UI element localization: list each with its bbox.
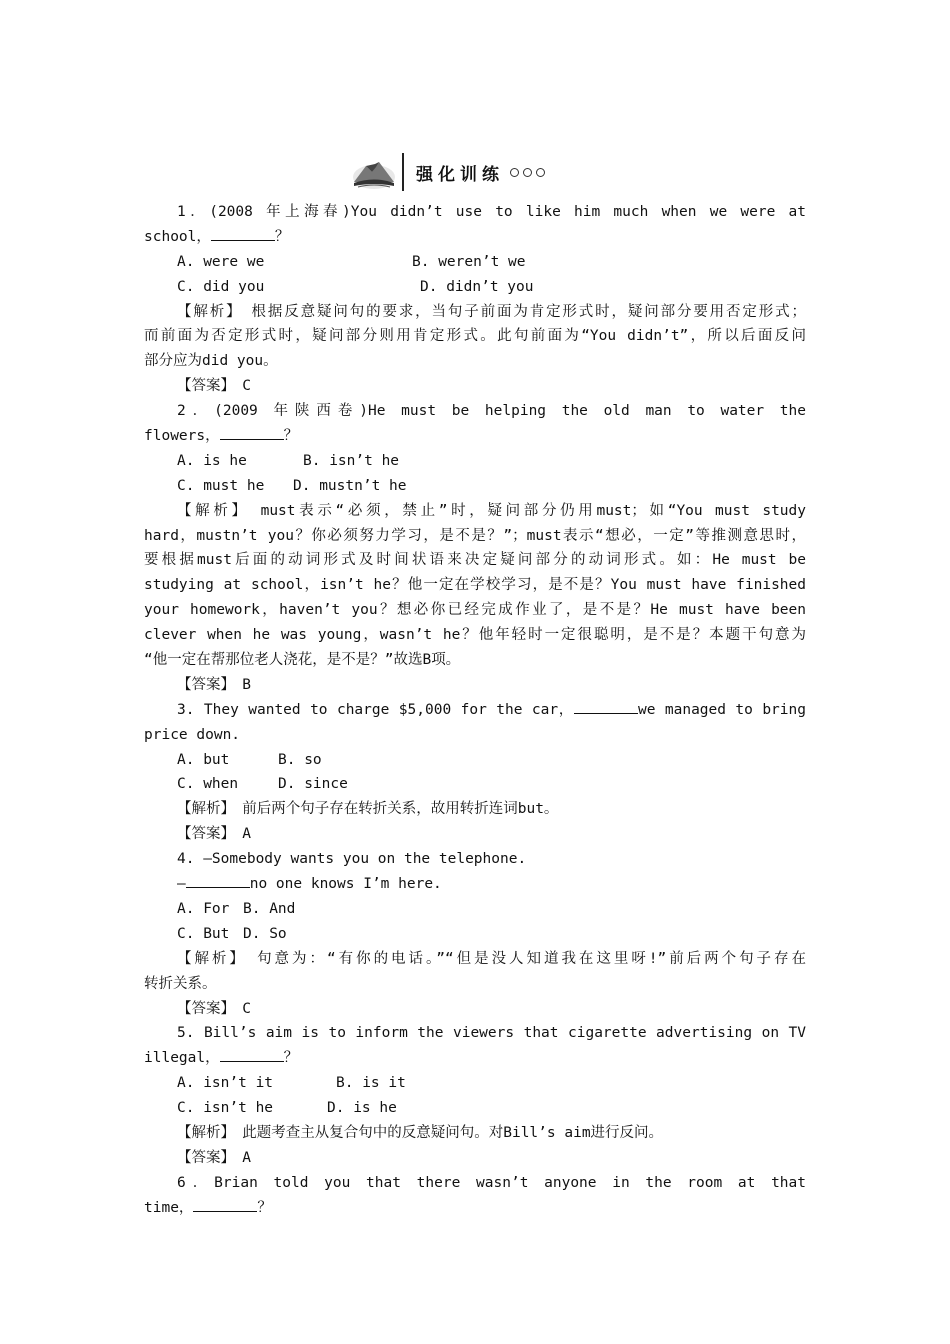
question-5-stem: 5. Bill’s aim is to inform the viewers that cigarette advertising on TV <box>177 1025 806 1042</box>
option-b: B. And <box>243 900 296 917</box>
option-b: B. weren’t we <box>412 253 526 270</box>
question-3-options-cd <box>144 772 806 797</box>
option-a: A. is he <box>177 452 247 469</box>
option-d: D. So <box>243 925 287 942</box>
question-1-analysis-end: 部分应为did you。 <box>144 353 278 370</box>
question-4-options-cd <box>144 922 806 947</box>
question-3-stem-cont: price down. <box>144 726 241 743</box>
question-1-answer: 【答案】 C <box>177 378 251 395</box>
question-3-answer: 【答案】 A <box>177 826 251 843</box>
question-4-stem: 4. —Somebody wants you on the telephone. <box>177 851 527 868</box>
option-c: C. must he <box>177 477 265 494</box>
question-4-stem-cont: — no one knows I’m here. <box>144 872 806 897</box>
question-2-stem: 2．(2009 年陕西卷)He must be helping the old man to water the <box>177 403 806 420</box>
question-6-stem: 6．Brian told you that there wasn’t anyone in the room at that <box>177 1174 806 1191</box>
question-2-answer: 【答案】 B <box>177 676 251 693</box>
option-d: D. is he <box>327 1100 397 1117</box>
answer-blank <box>574 699 638 714</box>
option-c: C. But <box>177 925 230 942</box>
question-1-analysis: 【解析】 根据反意疑问句的要求，当句子前面为肯定形式时，疑问部分要用否定形式； <box>177 303 806 320</box>
option-a: A. isn’t it <box>177 1075 274 1092</box>
question-1-analysis-cont: 而前面为否定形式时，疑问部分则用肯定形式。此句前面为“You didn’t”，所以后面反问 <box>144 328 806 345</box>
question-1-stem-cont: school， ？ <box>144 225 806 250</box>
mountain-logo-icon <box>352 152 396 192</box>
question-3-analysis: 【解析】 前后两个句子存在转折关系，故用转折连词but。 <box>177 801 559 818</box>
option-d: D. mustn’t he <box>293 477 407 494</box>
question-3-stem: 3. They wanted to charge $5,000 for the car， we managed to bring <box>144 698 806 723</box>
question-2-options-cd <box>144 474 806 499</box>
option-d: D. didn’t you <box>420 278 534 295</box>
question-4-options-ab <box>144 897 806 922</box>
option-c: C. isn’t he <box>177 1100 274 1117</box>
section-header <box>352 150 545 194</box>
question-2-options-ab <box>144 449 806 474</box>
question-2-analysis-cont: your homework，haven’t you？想必你已经完成作业了，是不是？He must have been <box>144 602 806 619</box>
question-2-analysis: 【解析】 must表示“必须，禁止”时，疑问部分仍用must；如“You must study <box>177 502 806 519</box>
question-1-options-cd <box>144 275 806 300</box>
option-d: D. since <box>278 776 348 793</box>
question-4-analysis-end: 转折关系。 <box>144 975 217 992</box>
option-a: A. but <box>177 751 230 768</box>
answer-blank <box>220 425 284 440</box>
question-5-answer: 【答案】 A <box>177 1149 251 1166</box>
question-2-stem-cont: flowers， ？ <box>144 424 806 449</box>
question-4-analysis: 【解析】 句意为：“有你的电话。”“但是没人知道我在这里呀!”前后两个句子存在 <box>177 950 806 967</box>
option-b: B. so <box>278 751 322 768</box>
exercise-content <box>144 200 806 1221</box>
answer-blank <box>220 1047 284 1062</box>
question-2-analysis-cont: 要根据must后面的动词形式及时间状语来决定疑问部分的动词形式。如：He must be <box>144 552 806 569</box>
option-c: C. when <box>177 776 239 793</box>
question-5-stem-cont: illegal， ？ <box>144 1046 806 1071</box>
question-1-stem: 1．(2008 年上海春)You didn’t use to like him much when we were at <box>177 204 806 220</box>
option-a: A. were we <box>177 253 265 270</box>
option-b: B. is it <box>336 1075 406 1092</box>
question-2-analysis-cont: clever when he was young，wasn’t he？他年轻时一定很聪明，是不是？本题干句意为 <box>144 627 806 644</box>
header-divider <box>402 153 404 191</box>
option-c: C. did you <box>177 278 265 295</box>
option-a: A. For <box>177 900 230 917</box>
question-3-options-ab <box>144 748 806 773</box>
question-6-stem-cont: time， ？ <box>144 1196 806 1221</box>
question-2-analysis-cont: studying at school，isn’t he？他一定在学校学习，是不是？You must have finished <box>144 577 806 594</box>
question-5-analysis: 【解析】 此题考查主从复合句中的反意疑问句。对Bill’s aim进行反问。 <box>177 1124 664 1141</box>
question-1-options-ab <box>144 250 806 275</box>
question-2-analysis-end: “他一定在帮那位老人浇花，是不是？”故选B项。 <box>144 652 461 669</box>
answer-blank <box>186 873 250 888</box>
option-b: B. isn’t he <box>303 452 400 469</box>
section-title: 强化训练 <box>416 164 504 185</box>
answer-blank <box>193 1197 257 1212</box>
three-circles-icon <box>510 168 545 177</box>
question-5-options-ab <box>144 1071 806 1096</box>
question-4-answer: 【答案】 C <box>177 1000 251 1017</box>
answer-blank <box>211 226 275 241</box>
question-2-analysis-cont: hard，mustn’t you？你必须努力学习，是不是？”；must表示“想必，一定”等推测意思时， <box>144 527 806 544</box>
question-5-options-cd <box>144 1096 806 1121</box>
